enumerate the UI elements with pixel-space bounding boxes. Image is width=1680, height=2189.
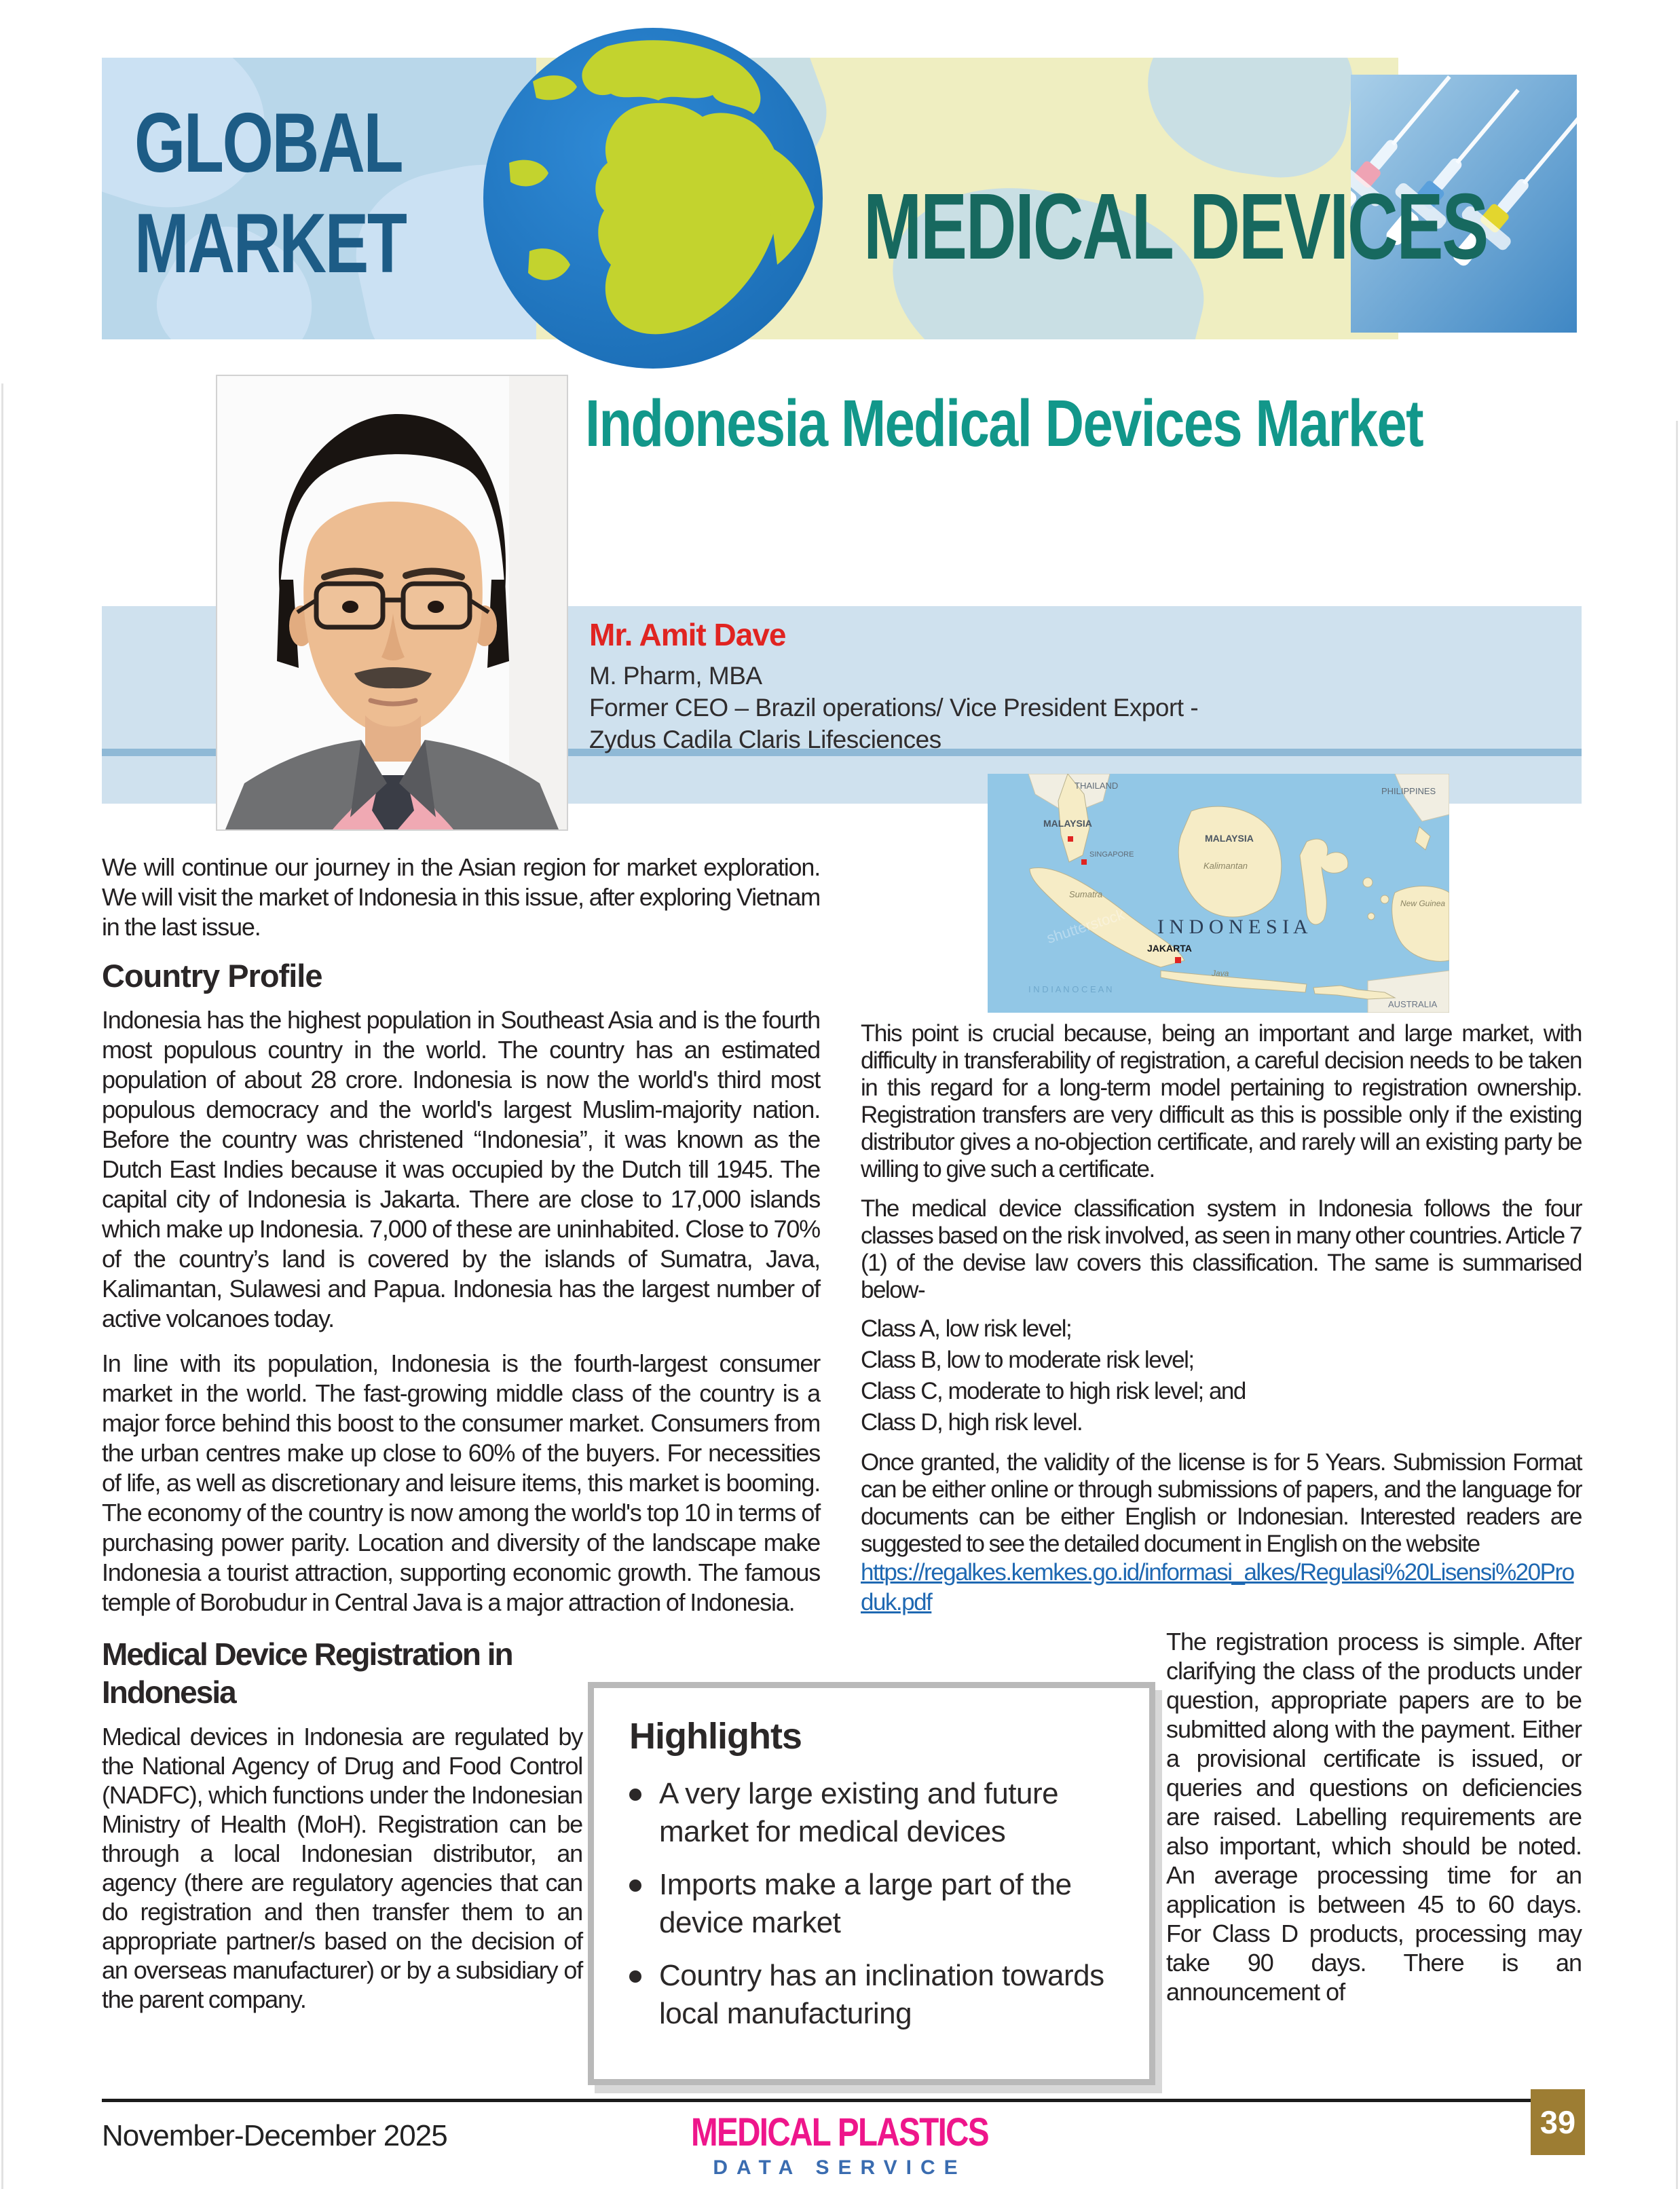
map-label-malaysia-west: MALAYSIA [1043,818,1092,829]
globe-icon [468,27,838,370]
highlight-item-text: Country has an inclination towards local manufacturing [659,1959,1104,2030]
map-label-kalimantan: Kalimantan [1203,861,1248,871]
map-label-thailand: THAILAND [1075,781,1119,791]
registration-para5: The registration process is simple. After clarifying the class of the products under question, appropriate papers are to be submitted along with the payment. Either a provisional certificate is issued, or queries and questions on deficiencies are raised. Labelling requirements are also important, which should be noted. An average processing time for an application is between 45 to 60 days. For Class D products, processing may take 90 days. There is an announcement of [1166,1628,1582,2006]
map-label-jakarta: JAKARTA [1147,943,1192,954]
brand-data-service: DATA SERVICE [713,2156,967,2179]
highlight-item [629,1866,1114,1942]
author-photo [216,375,568,831]
map-label-australia: AUSTRALIA [1388,999,1438,1009]
page-edge-line-left [1,383,3,2189]
highlights-heading: Highlights [629,1716,802,1757]
map-label-philippines: PHILIPPINES [1381,786,1436,796]
registration-para2: This point is crucial because, being an important and large market, with difficulty in transferability of registration, a careful decision needs to be taken in this regard for a long-term model pertaining to registration ownership. Registration transfers are very difficult as this is possible only if the existing distributor gives a no-objection certificate, and rarely will an existing party be willing to give such a certificate. [861,1020,1582,1182]
highlight-item-text: Imports make a large part of the device market [659,1868,1072,1939]
footer-issue-date: November-December 2025 [102,2119,447,2152]
map-label-sumatra: Sumatra [1069,889,1103,899]
page-number-badge [1531,2089,1585,2155]
banner-market-line: MARKET [134,197,406,291]
registration-para3: The medical device classification system in Indonesia follows the four classes based on the risk involved, as seen in many other countries. Article 7 (1) of the devise law covers this classification. The same is summarised below- [861,1195,1582,1303]
country-profile-heading: Country Profile [102,958,322,994]
highlight-item [629,1775,1114,1851]
bullet-icon [629,1789,641,1801]
header-banner [102,58,1582,339]
bullet-icon [629,1970,641,1983]
map-label-malaysia-east: MALAYSIA [1205,833,1254,844]
author-role-line1: Former CEO – Brazil operations/ Vice President Export - [589,694,1199,722]
class-c-line: Class C, moderate to high risk level; and [861,1378,1246,1404]
device-class-list [861,1313,1582,1438]
page-edge-line-right [1676,421,1678,2189]
banner-global-market-title [134,93,406,294]
intro-paragraph: We will continue our journey in the Asian region for market exploration. We will visit the market of Indonesia in this issue, after exploring Vietnam in the last issue. [102,853,820,941]
banner-global-line: GLOBAL [134,96,403,190]
author-qualification: M. Pharm, MBA [589,662,762,690]
capital-marker-kl [1068,836,1073,842]
map-label-indonesia: I N D O N E S I A [1157,916,1308,938]
page-number: 39 [1539,2104,1576,2140]
banner-medical-devices-title: MEDICAL DEVICES [863,174,1487,279]
capital-marker-jakarta [1175,957,1181,963]
registration-para1: Medical devices in Indonesia are regulated by the National Agency of Drug and Food Control (NADFC), which functions under the Indonesian Ministry of Health (MoH). Registration can be through a local Indonesian distributor, an agency (there are regulatory agencies that can do registration and then transfer them to an appropriate partner/s based on the decision of an overseas manufacturer) or by a subsidiary of the parent company. [102,1723,582,2013]
class-d-line: Class D, high risk level. [861,1409,1083,1436]
regulation-document-link[interactable]: https://regalkes.kemkes.go.id/informasi_alkes/Regulasi%20Lisensi%20Produk.pdf [861,1559,1574,1615]
bullet-icon [629,1879,641,1892]
highlight-item [629,1957,1114,2033]
class-a-line: Class A, low risk level; [861,1315,1072,1342]
footer-brand-logo [658,2110,1021,2179]
page-title: Indonesia Medical Devices Market [585,386,1423,460]
map-label-singapore: SINGAPORE [1089,850,1134,859]
map-label-indian-ocean: I N D I A N O C E A N [1028,984,1113,994]
author-name: Mr. Amit Dave [589,617,786,652]
map-label-java: Java [1212,969,1229,978]
country-profile-para2: In line with its population, Indonesia is the fourth-largest consumer market in the world. The fast-growing middle class of the country is a major force behind this boost to the consumer market. Consumers from the urban centres make up close to 60% of the buyers. For necessities of life, as well as discretionary and leisure items, this market is booming. The economy of the country is now among the world's top 10 in terms of purchasing power parity. Location and diversity of the landscape make Indonesia a tourist attraction, supporting economic growth. The famous temple of Borobudur in Central Java is a major attraction of Indonesia. [102,1349,820,1616]
indonesia-map [988,774,1449,1013]
highlight-item-text: A very large existing and future market for medical devices [659,1777,1059,1848]
registration-heading: Medical Device Registration in Indonesia [102,1636,512,1710]
capital-marker-singapore [1081,859,1087,865]
class-b-line: Class B, low to moderate risk level; [861,1347,1194,1373]
country-profile-para1: Indonesia has the highest population in Southeast Asia and is the fourth most populous country in the world. The country has an estimated population of about 28 crore. Indonesia is now the world's third most populous democracy and the world's largest Muslim-majority nation. Before the country was christened “Indonesia”, it was known as the Dutch East Indies because it was occupied by the Dutch till 1945. The capital city of Indonesia is Jakarta. There are close to 17,000 islands which make up Indonesia. 7,000 of these are uninhabited. Close to 70% of the country’s land is covered by the islands of Sumatra, Java, Kalimantan, Sulawesi and Papua. Indonesia has the largest number of active volcanoes today. [102,1006,820,1332]
footer-divider [102,2099,1582,2102]
map-label-new-guinea: New Guinea [1400,899,1446,908]
author-role-line2: Zydus Cadila Claris Lifesciences [589,726,941,753]
highlights-box [588,1682,1155,2085]
registration-para4: Once granted, the validity of the license is for 5 Years. Submission Format can be either online or through submissions of papers, and the language for documents can be either English or Indonesian. Interested readers are suggested to see the detailed document in English on the website [861,1449,1582,1557]
brand-medical-plastics: MEDICAL PLASTICS [691,2110,988,2154]
map-watermark: shutterstock [1044,905,1127,947]
author-block [589,616,1198,755]
